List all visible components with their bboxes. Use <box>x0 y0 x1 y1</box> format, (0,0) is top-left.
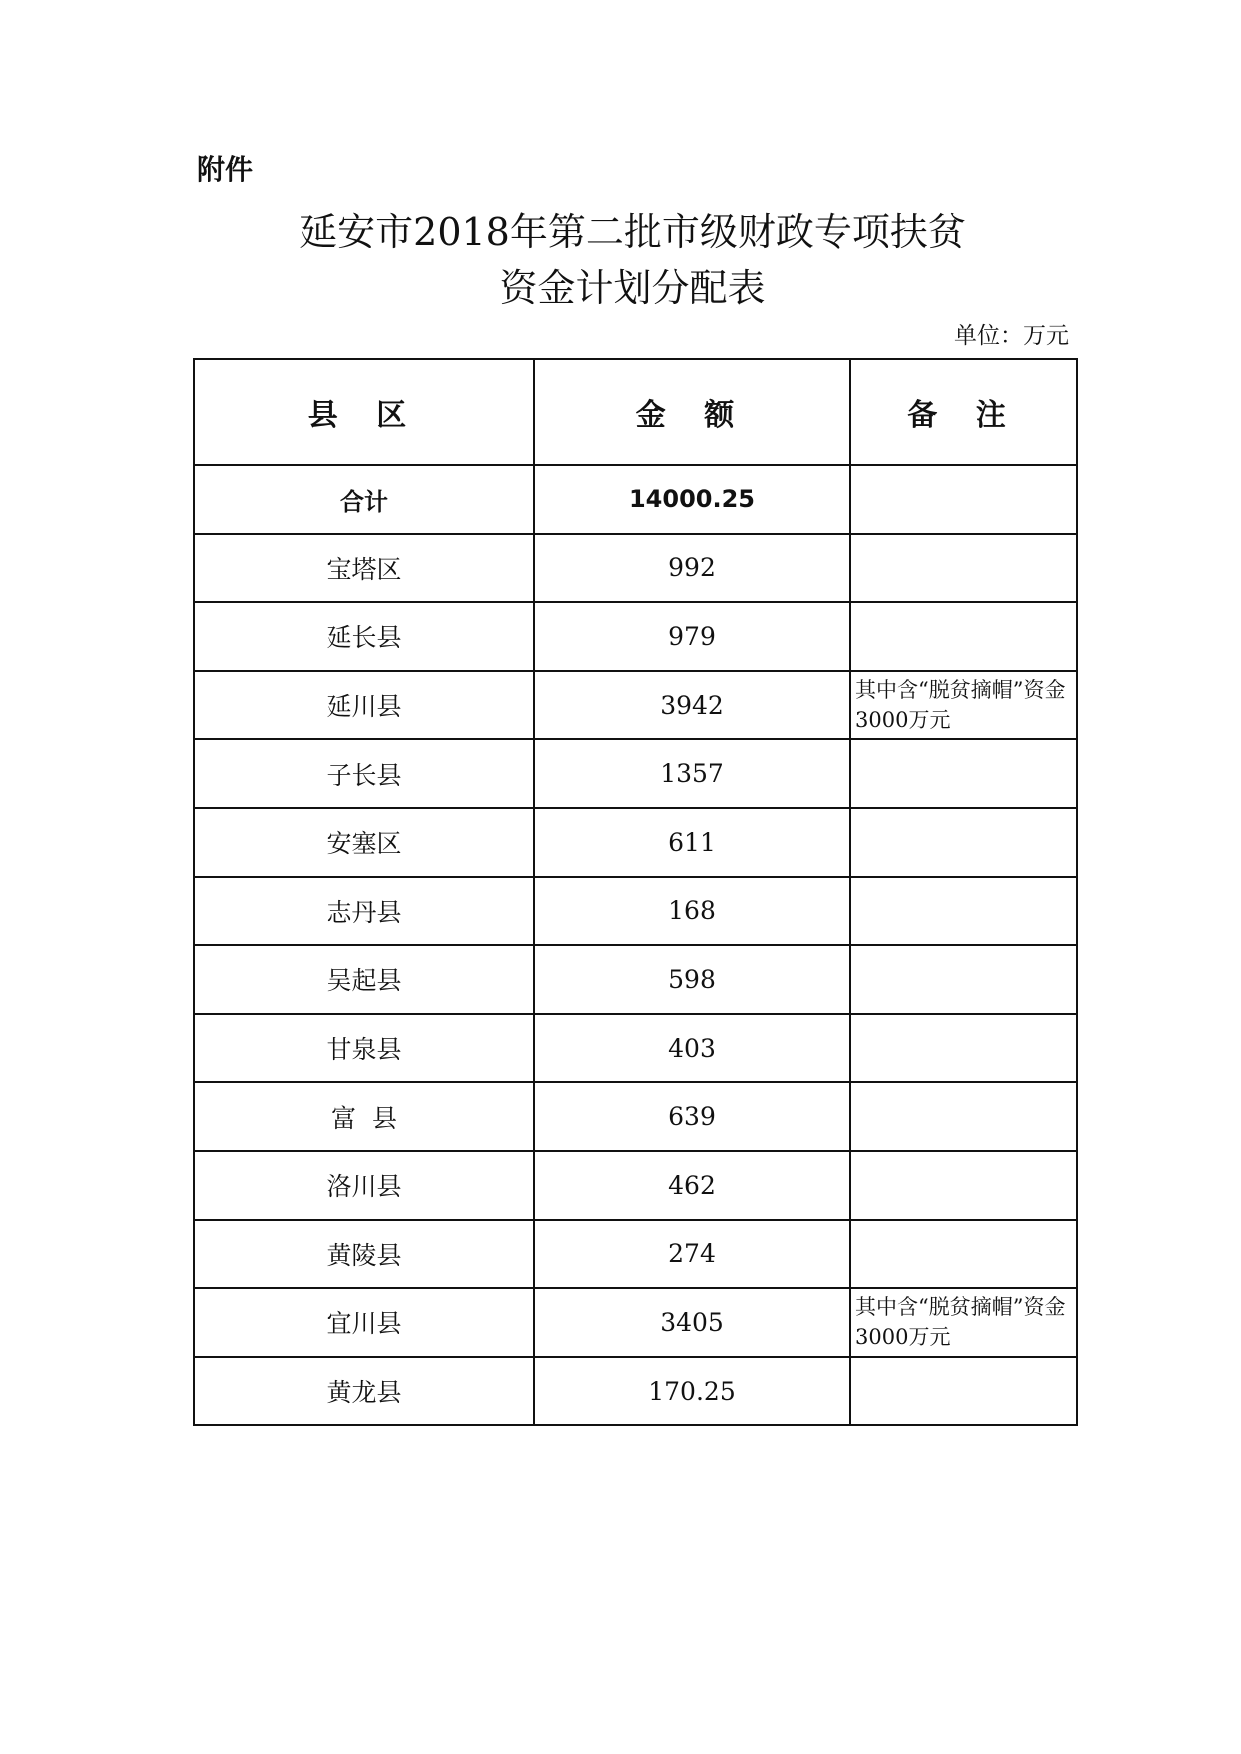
note-cell <box>850 602 1077 671</box>
table-row <box>194 534 1077 603</box>
note-cell <box>850 1151 1077 1220</box>
table-row <box>194 1151 1077 1220</box>
amount-cell: 168 <box>534 877 850 946</box>
table-row <box>194 1357 1077 1426</box>
note-cell <box>850 1082 1077 1151</box>
attachment-label: 附件 <box>197 153 254 186</box>
county-cell: 黄陵县 <box>194 1220 534 1289</box>
county-cell: 志丹县 <box>194 877 534 946</box>
table-row <box>194 739 1077 808</box>
county-cell: 吴起县 <box>194 945 534 1014</box>
county-cell: 安塞区 <box>194 808 534 877</box>
table-row <box>194 877 1077 946</box>
note-cell <box>850 808 1077 877</box>
amount-cell: 639 <box>534 1082 850 1151</box>
amount-cell: 1357 <box>534 739 850 808</box>
column-header-amount: 金 额 <box>534 359 850 465</box>
county-cell: 洛川县 <box>194 1151 534 1220</box>
table-row <box>194 1220 1077 1289</box>
amount-cell: 611 <box>534 808 850 877</box>
county-cell: 黄龙县 <box>194 1357 534 1426</box>
note-cell <box>850 1357 1077 1426</box>
table-row <box>194 808 1077 877</box>
note-cell <box>850 877 1077 946</box>
amount-cell: 598 <box>534 945 850 1014</box>
column-header-note: 备 注 <box>850 359 1077 465</box>
county-cell: 子长县 <box>194 739 534 808</box>
allocation-table <box>193 358 1078 1426</box>
county-cell: 富 县 <box>194 1082 534 1151</box>
amount-cell: 3405 <box>534 1288 850 1357</box>
amount-cell: 979 <box>534 602 850 671</box>
table-row <box>194 1288 1077 1357</box>
note-cell <box>850 534 1077 603</box>
table-header-row <box>194 359 1077 465</box>
county-cell: 延川县 <box>194 671 534 740</box>
amount-cell: 170.25 <box>534 1357 850 1426</box>
total-note <box>850 465 1077 534</box>
table-row <box>194 602 1077 671</box>
amount-cell: 3942 <box>534 671 850 740</box>
table-row <box>194 671 1077 740</box>
note-cell: 其中含“脱贫摘帽”资金3000万元 <box>850 1288 1077 1357</box>
table-row <box>194 945 1077 1014</box>
total-label: 合计 <box>194 465 534 534</box>
note-cell: 其中含“脱贫摘帽”资金3000万元 <box>850 671 1077 740</box>
amount-cell: 992 <box>534 534 850 603</box>
page-title-line-1: 延安市2018年第二批市级财政专项扶贫 <box>299 210 966 254</box>
note-cell <box>850 1014 1077 1083</box>
note-cell <box>850 1220 1077 1289</box>
note-cell <box>850 945 1077 1014</box>
total-row <box>194 465 1077 534</box>
county-cell: 宝塔区 <box>194 534 534 603</box>
county-cell: 延长县 <box>194 602 534 671</box>
amount-cell: 462 <box>534 1151 850 1220</box>
total-amount: 14000.25 <box>534 465 850 534</box>
table-row <box>194 1082 1077 1151</box>
unit-label: 单位：万元 <box>954 323 1069 349</box>
amount-cell: 403 <box>534 1014 850 1083</box>
note-cell <box>850 739 1077 808</box>
table-row <box>194 1014 1077 1083</box>
county-cell: 甘泉县 <box>194 1014 534 1083</box>
county-cell: 宜川县 <box>194 1288 534 1357</box>
column-header-county: 县 区 <box>194 359 534 465</box>
amount-cell: 274 <box>534 1220 850 1289</box>
page-title-line-2: 资金计划分配表 <box>499 266 766 310</box>
